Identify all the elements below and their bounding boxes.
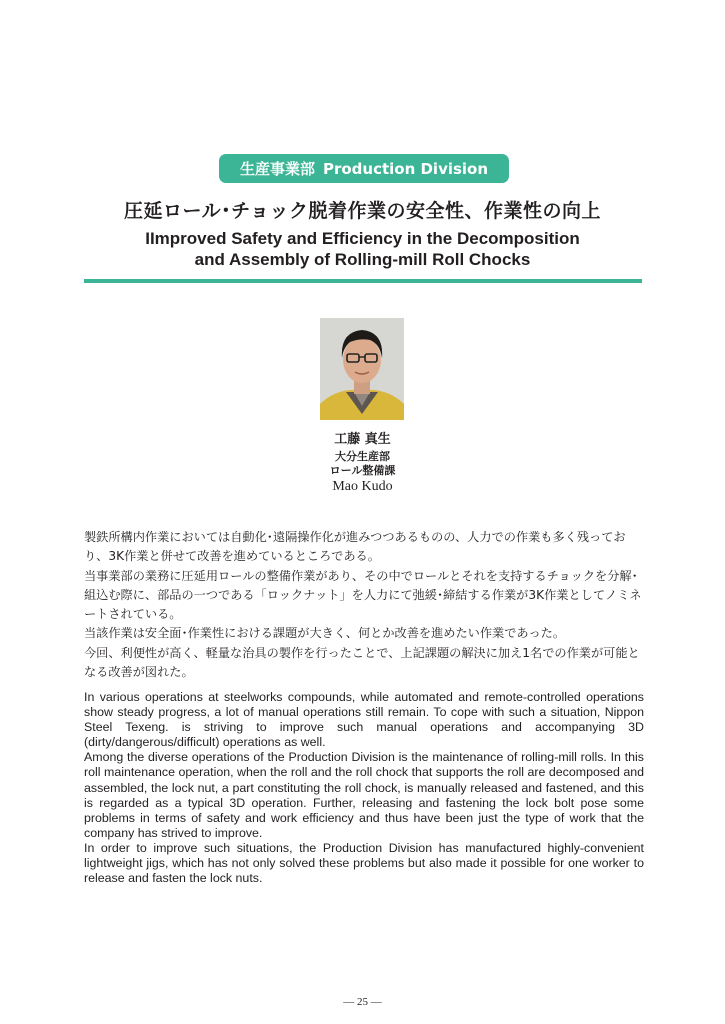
author-name-ja: 工藤 真生 [334, 432, 391, 447]
division-label-ja: 生産事業部 [239, 160, 315, 178]
page-number: ― 25 ― [343, 996, 382, 1008]
page-title-en [0, 228, 725, 270]
author-department-1: 大分生産部 [335, 450, 390, 463]
page-title-en-line1: IImproved Safety and Efficiency in the Decomposition [145, 229, 580, 248]
body-ja-paragraph-2: 当事業部の業務に圧延用ロールの整備作業があり、その中でロールとそれを支持するチョックを分解･組込む際に、部品の一つである「ロックナット」を人力にて弛緩･締結する作業が3K作業としてノミネートされている。 [84, 568, 642, 622]
body-en-paragraph-2: Among the diverse operations of the Production Division is the maintenance of rolling-mill rolls. In this roll maintenance operation, when the roll and the roll chock that supports the roll are decomposed and assembled, the lock nut, a part constituting the roll chock, is manually released and fastened, and this is regarded as a typical 3D operation. Further, releasing and fastening the lock bolt pose some problems in terms of safety and work efficiency and thus have been just the type of work that the company has strived to improve. [84, 750, 644, 840]
body-en-paragraph-1: In various operations at steelworks compounds, while automated and remote-controlled operations show steady progress, a lot of manual operations still remain. To cope with such a situation, Nippon Steel Texeng. is striving to improve such manual operations and accompanying 3D (dirty/dangerous/difficult) operations as well. [84, 690, 644, 750]
division-badge [219, 154, 509, 183]
division-label-en: Production Division [322, 159, 489, 178]
body-ja-paragraph-4: 今回、利便性が高く、軽量な治具の製作を行ったことで、上記課題の解決に加え1名での作業が可能となる改善が図れた。 [84, 645, 640, 680]
body-ja-paragraph-3: 当該作業は安全面･作業性における課題が大きく、何とか改善を進めたい作業であった。 [84, 626, 566, 641]
body-ja-paragraph-1: 製鉄所構内作業においては自動化･遠隔操作化が進みつつあるものの、人力での作業も多く残っており、3K作業と併せて改善を進めているところである。 [84, 530, 626, 564]
author-department-2: ロール整備課 [329, 464, 396, 477]
author-portrait-image [320, 318, 404, 420]
author-photo [320, 318, 404, 420]
body-text-en [84, 690, 644, 886]
body-en-paragraph-3: In order to improve such situations, the Production Division has manufactured highly-convenient lightweight jigs, which has not only solved these problems but also made it possible for one worker to release and fasten the lock nuts. [84, 840, 644, 886]
page-title-ja: 圧延ロール･チョック脱着作業の安全性、作業性の向上 [123, 200, 602, 222]
page-title-en-line2: and Assembly of Rolling-mill Roll Chocks [194, 250, 531, 269]
author-name-en: Mao Kudo [332, 479, 393, 494]
body-text-ja [84, 528, 644, 682]
title-divider [84, 279, 642, 283]
